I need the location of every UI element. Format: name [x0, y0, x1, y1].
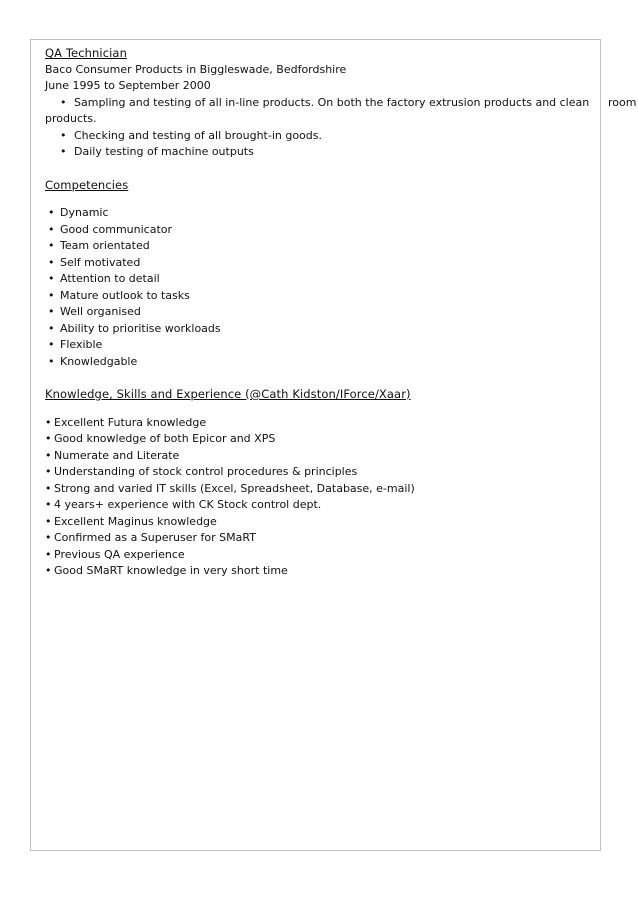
list-item-text: 4 years+ experience with CK Stock control dept.: [54, 498, 322, 511]
job-dates: June 1995 to September 2000: [45, 79, 211, 92]
bullet-icon: •: [48, 272, 55, 285]
list-item-text: Flexible: [60, 338, 103, 351]
list-item-text: Dynamic: [60, 206, 109, 219]
list-item: [45, 238, 605, 255]
list-item: [45, 547, 605, 564]
list-item-text: Previous QA experience: [54, 547, 185, 561]
list-item: [45, 288, 605, 305]
list-item: [45, 415, 605, 432]
list-item: [45, 337, 605, 354]
bullet-icon: •: [45, 448, 52, 462]
bullet-icon: •: [45, 415, 52, 429]
list-item-text: Numerate and Literate: [54, 448, 180, 462]
job-bullet-item: [45, 144, 605, 161]
bullet-icon: •: [45, 514, 52, 528]
bullet-icon: •: [60, 95, 67, 109]
list-item-text: Strong and varied IT skills (Excel, Spreadsheet, Database, e-mail): [54, 481, 415, 495]
list-item: [45, 205, 605, 222]
bullet-icon: •: [48, 239, 55, 252]
bullet-icon: •: [45, 564, 52, 577]
list-item: [45, 271, 605, 288]
spacer: [45, 193, 605, 205]
list-item-text: Ability to prioritise workloads: [60, 321, 221, 335]
list-item-text: Good communicator: [60, 222, 173, 236]
bullet-icon: •: [48, 255, 55, 269]
bullet-icon: •: [45, 465, 52, 478]
knowledge-heading: Knowledge, Skills and Experience (@Cath Kidston/IForce/Xaar): [45, 387, 411, 401]
spacer: [45, 370, 605, 386]
list-item: [45, 497, 605, 514]
list-item-text: Well organised: [60, 305, 141, 318]
list-item-text: Excellent Maginus knowledge: [54, 514, 217, 528]
bullet-icon: •: [45, 547, 52, 561]
bullet-icon: •: [48, 321, 55, 335]
list-item-text: Knowledgable: [60, 354, 138, 368]
bullet-icon: •: [48, 288, 55, 302]
resume-body: [45, 45, 637, 580]
job-bullet-overflow-text: room: [608, 95, 637, 109]
competencies-list: [45, 205, 605, 370]
job-bullet-item: [45, 95, 637, 112]
competencies-heading: Competencies: [45, 177, 129, 192]
list-item-text: Team orientated: [60, 239, 150, 252]
list-item: [45, 464, 605, 481]
bullet-icon: •: [60, 128, 67, 142]
list-item-text: Understanding of stock control procedures & principles: [54, 465, 358, 478]
job-bullet-text: Sampling and testing of all in-line products. On both the factory extrusion products and clean: [74, 95, 590, 109]
bullet-icon: •: [48, 338, 55, 351]
bullet-icon: •: [45, 498, 52, 511]
bullet-icon: •: [48, 305, 55, 318]
knowledge-list: [45, 415, 605, 580]
list-item: [45, 514, 605, 531]
list-item-text: Good SMaRT knowledge in very short time: [54, 564, 288, 577]
bullet-icon: •: [48, 206, 55, 219]
list-item: [45, 481, 605, 498]
list-item-text: Confirmed as a Superuser for SMaRT: [54, 531, 256, 544]
list-item-text: Self motivated: [60, 255, 141, 269]
list-item-text: Mature outlook to tasks: [60, 288, 190, 302]
list-item: [45, 431, 605, 448]
list-item-text: Good knowledge of both Epicor and XPS: [54, 432, 276, 445]
list-item: [45, 255, 605, 272]
list-item-text: Excellent Futura knowledge: [54, 415, 207, 429]
list-item: [45, 321, 605, 338]
bullet-icon: •: [48, 354, 55, 368]
list-item: [45, 304, 605, 321]
list-item: [45, 354, 605, 371]
job-title: QA Technician: [45, 46, 127, 60]
job-bullet-wrap-text: products.: [45, 112, 97, 125]
job-bullet-text: Daily testing of machine outputs: [74, 145, 254, 158]
job-company: Baco Consumer Products in Biggleswade, Bedfordshire: [45, 62, 347, 76]
spacer: [45, 161, 605, 177]
bullet-icon: •: [45, 432, 52, 445]
bullet-icon: •: [60, 145, 67, 158]
list-item-text: Attention to detail: [60, 272, 160, 285]
list-item: [45, 448, 605, 465]
job-bullet-text: Checking and testing of all brought-in goods.: [74, 128, 322, 142]
list-item: [45, 222, 605, 239]
list-item: [45, 530, 605, 547]
spacer: [45, 403, 605, 415]
list-item: [45, 563, 605, 580]
bullet-icon: •: [45, 531, 52, 544]
bullet-icon: •: [45, 481, 52, 495]
job-bullet-item: [45, 128, 605, 145]
bullet-icon: •: [48, 222, 55, 236]
